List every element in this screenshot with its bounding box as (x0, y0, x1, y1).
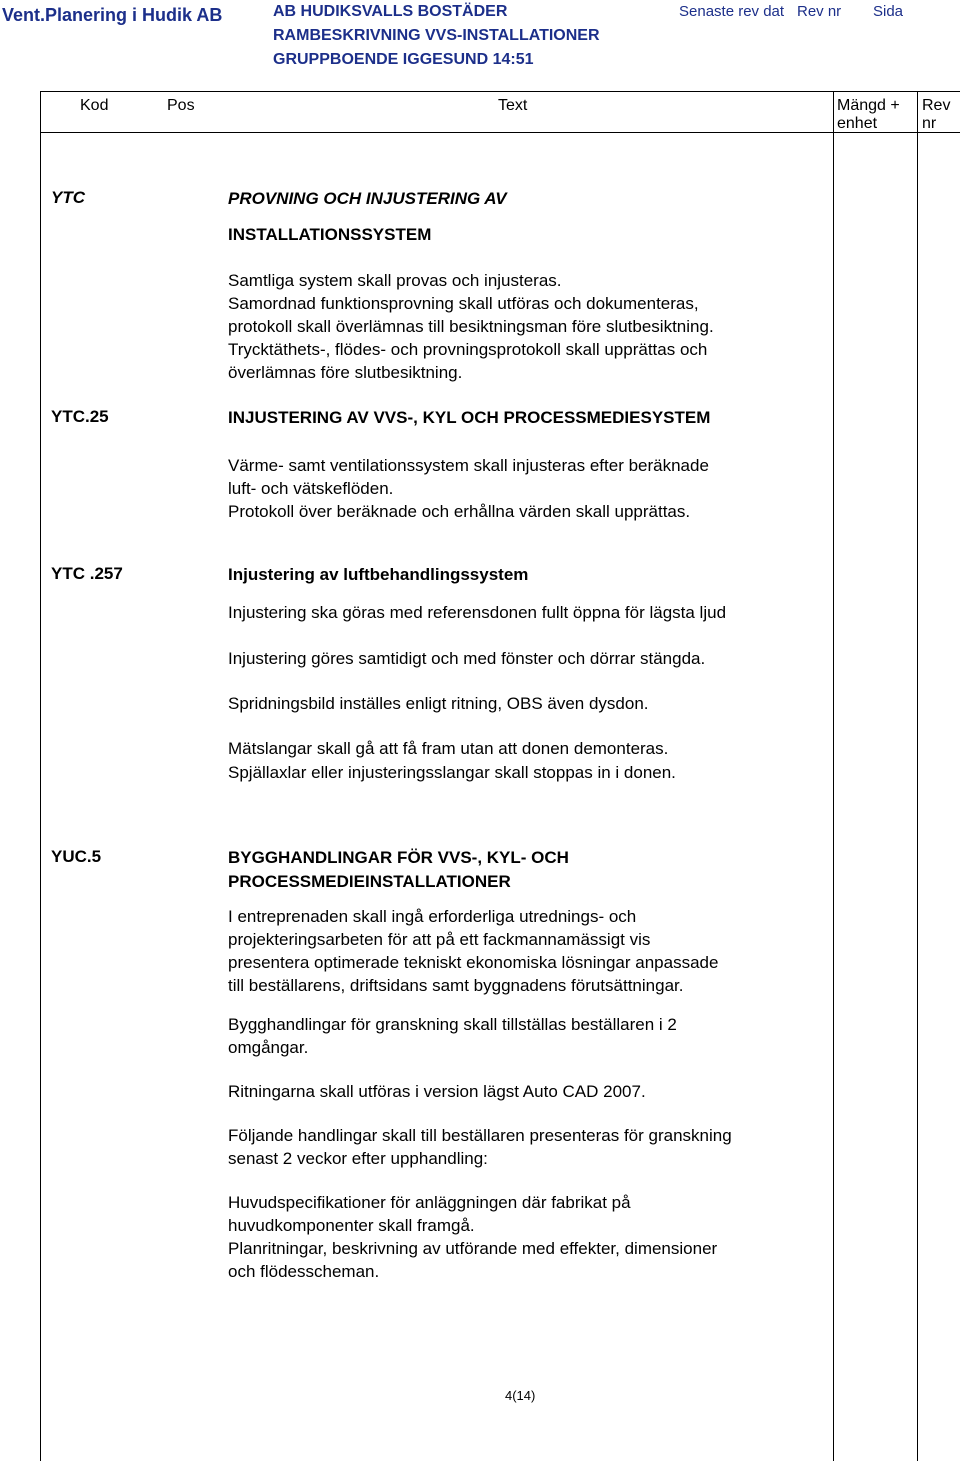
header-title-line-2: RAMBESKRIVNING VVS-INSTALLATIONER (273, 27, 600, 44)
paragraph-line: huvudkomponenter skall framgå. (228, 1216, 475, 1235)
header-title-line-1: AB HUDIKSVALLS BOSTÄDER (273, 3, 508, 20)
column-divider-quantity (833, 91, 834, 1461)
paragraph-line: Planritningar, beskrivning av utförande med effekter, dimensioner (228, 1239, 718, 1258)
paragraph-line: Injustering göres samtidigt och med fönster och dörrar stängda. (228, 649, 706, 668)
column-header-pos: Pos (167, 97, 195, 114)
section-code-ytc: YTC (51, 188, 85, 207)
paragraph-line: överlämnas före slutbesiktning. (228, 363, 463, 382)
paragraph-line: till beställarens, driftsidans samt byggnadens förutsättningar. (228, 976, 684, 995)
paragraph-line: protokoll skall överlämnas till besiktningsman före slutbesiktning. (228, 317, 714, 336)
header-title-line-3: GRUPPBOENDE IGGESUND 14:51 (273, 51, 534, 68)
paragraph-line: Ritningarna skall utföras i version lägst Auto CAD 2007. (228, 1082, 646, 1101)
page-label: Sida (873, 3, 904, 20)
section-heading-ytc25: INJUSTERING AV VVS-, KYL OCH PROCESSMEDIESYSTEM (228, 408, 711, 427)
section-heading-ytc-2: INSTALLATIONSSYSTEM (228, 225, 432, 244)
section-code-ytc257: YTC .257 (51, 564, 123, 583)
column-header-nr: nr (922, 115, 937, 132)
paragraph-line: I entreprenaden skall ingå erforderliga utrednings- och (228, 907, 637, 926)
section-code-ytc25: YTC.25 (51, 407, 109, 426)
paragraph-line: Huvudspecifikationer för anläggningen där fabrikat på (228, 1193, 631, 1212)
company-name: Vent.Planering i Hudik AB (2, 5, 223, 25)
paragraph-line: Bygghandlingar för granskning skall tillställas beställaren i 2 (228, 1015, 677, 1034)
last-revision-date-label: Senaste rev dat (679, 3, 785, 20)
paragraph-line: Protokoll över beräknade och erhållna värden skall upprättas. (228, 502, 691, 521)
paragraph-line: Trycktäthets-, flödes- och provningsprotokoll skall upprättas och (228, 340, 708, 359)
section-heading-yuc5-1: BYGGHANDLINGAR FÖR VVS-, KYL- OCH (228, 848, 569, 867)
paragraph-line: Mätslangar skall gå att få fram utan att donen demonteras. (228, 739, 669, 758)
paragraph-line: och flödesscheman. (228, 1262, 380, 1281)
column-header-unit: enhet (837, 115, 878, 132)
revision-number-label: Rev nr (797, 3, 842, 20)
paragraph-line: Följande handlingar skall till beställaren presenteras för granskning (228, 1126, 732, 1145)
column-header-quantity: Mängd + (837, 97, 900, 114)
paragraph-line: projekteringsarbeten för att på ett fackmannamässigt vis (228, 930, 651, 949)
paragraph-line: Injustering ska göras med referensdonen fullt öppna för lägsta ljud (228, 603, 727, 622)
paragraph-line: senast 2 veckor efter upphandling: (228, 1149, 488, 1168)
paragraph-line: Spridningsbild inställes enligt ritning, OBS även dysdon. (228, 694, 649, 713)
header-divider (40, 132, 960, 133)
section-code-yuc5: YUC.5 (51, 847, 102, 866)
paragraph-line: Samordnad funktionsprovning skall utföras och dokumenteras, (228, 294, 699, 313)
paragraph-line: omgångar. (228, 1038, 309, 1057)
section-heading-ytc-1: PROVNING OCH INJUSTERING AV (228, 189, 507, 208)
paragraph-line: Samtliga system skall provas och injusteras. (228, 271, 562, 290)
paragraph-line: Värme- samt ventilationssystem skall injusteras efter beräknade (228, 456, 709, 475)
paragraph-line: luft- och vätskeflöden. (228, 479, 394, 498)
column-header-kod: Kod (80, 97, 109, 114)
page-number: 4(14) (505, 1388, 536, 1403)
paragraph-line: presentera optimerade tekniskt ekonomiska lösningar anpassade (228, 953, 719, 972)
section-heading-ytc257: Injustering av luftbehandlingssystem (228, 565, 529, 584)
column-divider-revision (917, 91, 918, 1461)
column-header-rev: Rev (922, 97, 951, 114)
paragraph-line: Spjällaxlar eller injusteringsslangar skall stoppas in i donen. (228, 763, 676, 782)
section-heading-yuc5-2: PROCESSMEDIEINSTALLATIONER (228, 872, 511, 891)
column-header-text: Text (498, 97, 528, 114)
